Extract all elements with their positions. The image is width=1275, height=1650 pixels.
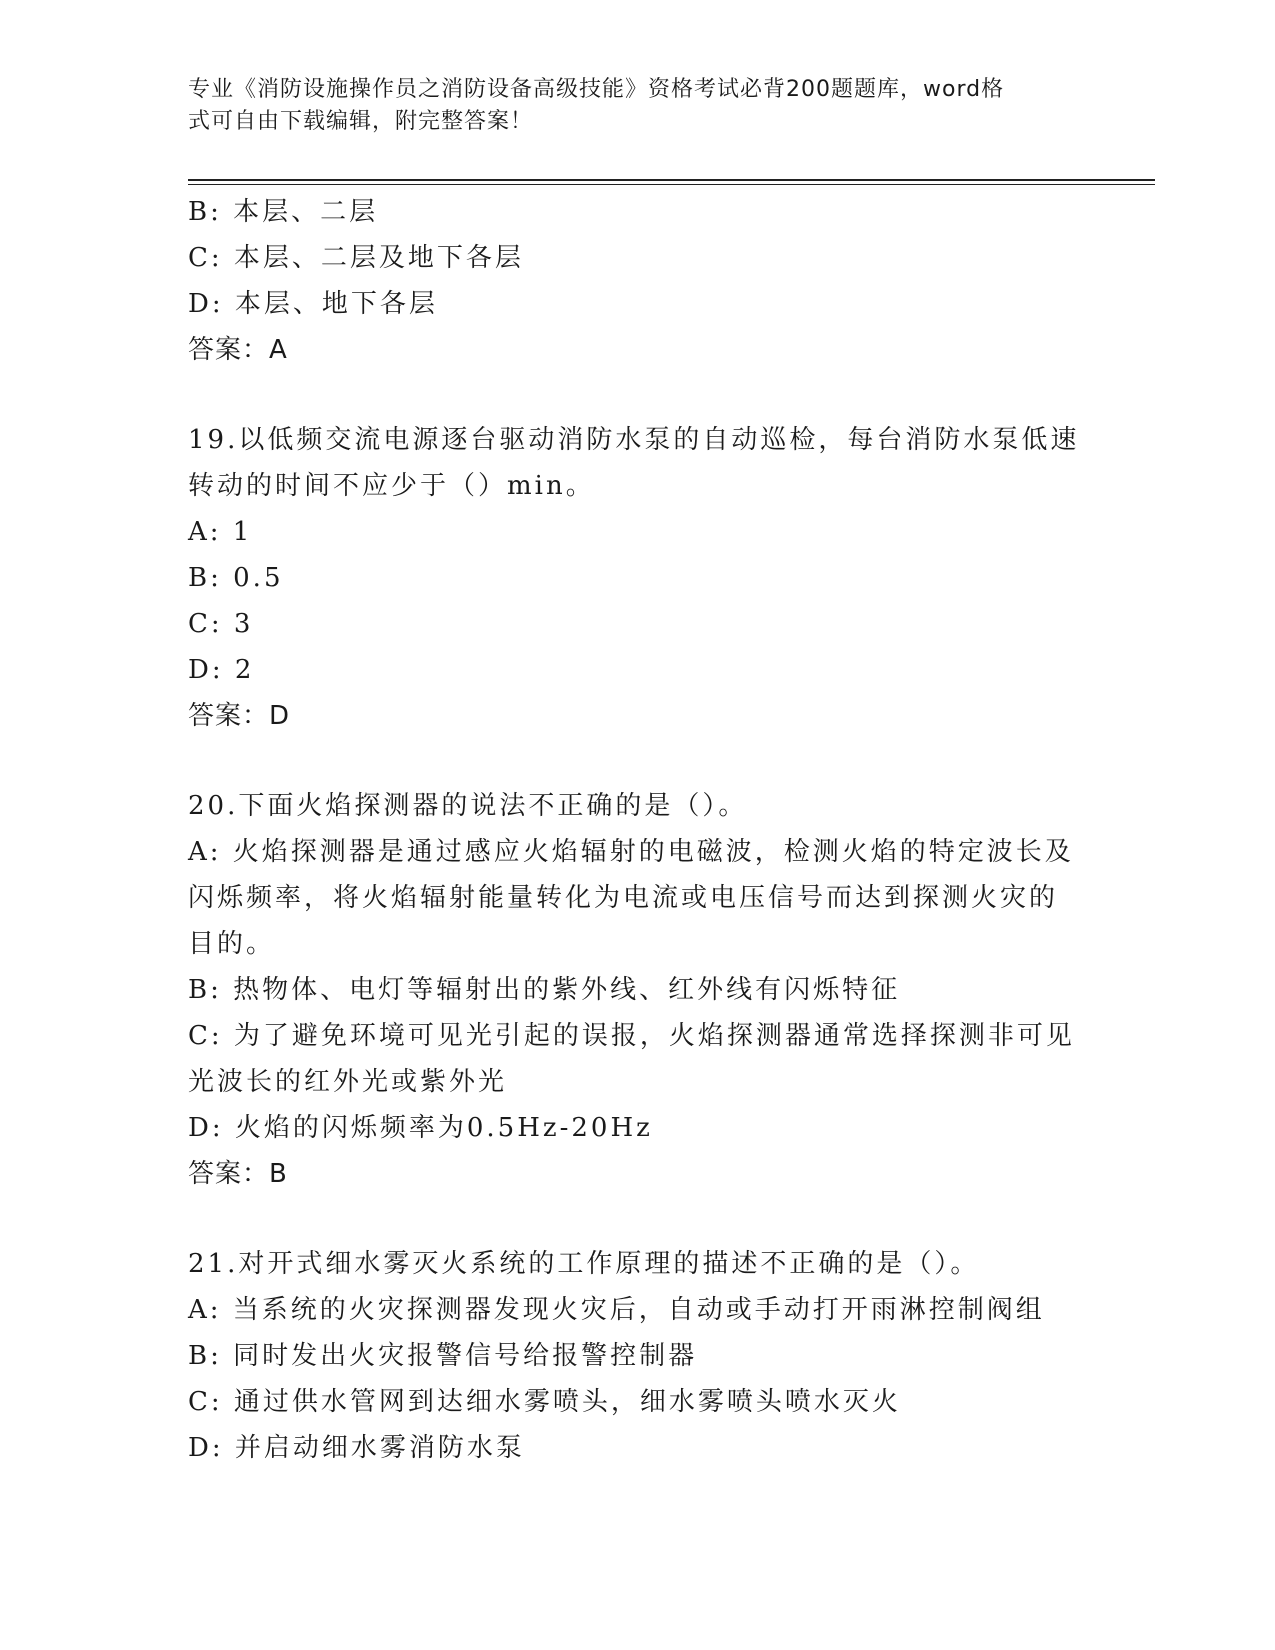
answer-label: 答案：A xyxy=(188,335,288,365)
option-d: D: 2 xyxy=(188,655,255,685)
option-a-continued: 目的。 xyxy=(188,929,276,959)
header-divider-thin xyxy=(188,184,1155,185)
question-spacer xyxy=(188,739,1088,783)
question-stem: 转动的时间不应少于（）min。 xyxy=(188,471,595,501)
answer-label: 答案：B xyxy=(188,1159,288,1189)
question-stem: 21.对开式细水雾灭火系统的工作原理的描述不正确的是（）。 xyxy=(188,1249,980,1279)
header-divider-thick xyxy=(188,179,1155,181)
header-line-2: 式可自由下载编辑，附完整答案！ xyxy=(188,109,534,134)
option-a: A: 1 xyxy=(188,517,253,547)
question-spacer xyxy=(188,1197,1088,1241)
question-19 xyxy=(188,417,1088,739)
option-c: C: 本层、二层及地下各层 xyxy=(188,243,524,273)
option-a: A: 当系统的火灾探测器发现火灾后，自动或手动打开雨淋控制阀组 xyxy=(188,1295,1045,1325)
question-spacer xyxy=(188,373,1088,417)
option-b: B: 同时发出火灾报警信号给报警控制器 xyxy=(188,1341,698,1371)
header-line-1: 专业《消防设施操作员之消防设备高级技能》资格考试必背200题题库，word格 xyxy=(188,77,1005,102)
question-stem: 19.以低频交流电源逐台驱动消防水泵的自动巡检，每台消防水泵低速 xyxy=(188,425,1080,455)
option-a-continued: 闪烁频率，将火焰辐射能量转化为电流或电压信号而达到探测火灾的 xyxy=(188,883,1059,913)
option-b: B: 本层、二层 xyxy=(188,197,379,227)
question-list xyxy=(188,189,1088,1471)
option-c: C: 3 xyxy=(188,609,254,639)
option-b: B: 热物体、电灯等辐射出的紫外线、红外线有闪烁特征 xyxy=(188,975,901,1005)
question-20 xyxy=(188,783,1088,1197)
option-a: A: 火焰探测器是通过感应火焰辐射的电磁波，检测火焰的特定波长及 xyxy=(188,837,1074,867)
option-d: D: 并启动细水雾消防水泵 xyxy=(188,1433,525,1463)
option-d: D: 本层、地下各层 xyxy=(188,289,438,319)
question-21 xyxy=(188,1241,1088,1471)
question-18-tail xyxy=(188,189,1088,373)
option-c: C: 为了避免环境可见光引起的误报，火焰探测器通常选择探测非可见 xyxy=(188,1021,1075,1051)
option-b: B: 0.5 xyxy=(188,563,284,593)
option-c: C: 通过供水管网到达细水雾喷头，细水雾喷头喷水灭火 xyxy=(188,1387,901,1417)
question-stem: 20.下面火焰探测器的说法不正确的是（）。 xyxy=(188,791,748,821)
option-d: D: 火焰的闪烁频率为0.5Hz-20Hz xyxy=(188,1113,653,1143)
document-header xyxy=(188,74,1088,138)
option-c-continued: 光波长的红外光或紫外光 xyxy=(188,1067,508,1097)
answer-label: 答案：D xyxy=(188,701,291,731)
